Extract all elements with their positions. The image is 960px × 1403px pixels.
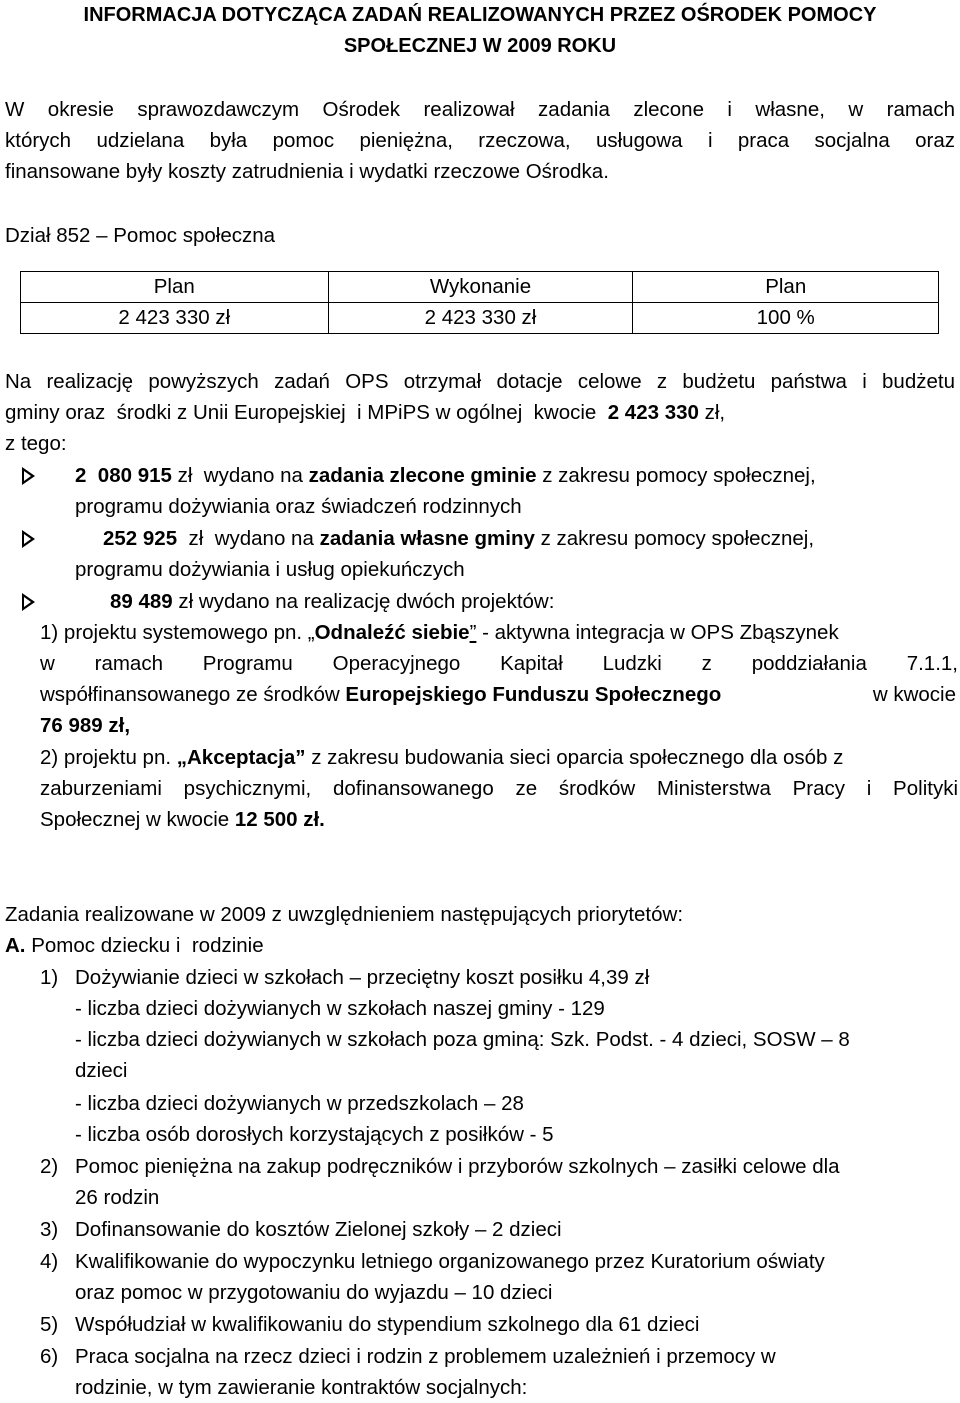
funding-line-3: z tego: — [5, 432, 67, 455]
bullet-2-amount: 252 925 — [103, 527, 178, 550]
budget-table — [20, 271, 939, 334]
item-1-sub-3: - liczba dzieci dożywianych w przedszkolach – 28 — [75, 1092, 524, 1115]
budget-header-plan-percent: Plan — [633, 272, 939, 303]
project-1-quote-open: „ — [307, 621, 315, 644]
item-3-text: Dofinansowanie do kosztów Zielonej szkoły – 2 dzieci — [75, 1218, 562, 1241]
project-1-amount: 76 989 zł, — [40, 714, 131, 737]
project-1-fund-name: Europejskiego Funduszu Społecznego — [345, 683, 722, 706]
bullet-1-amount: 2 080 915 — [75, 464, 172, 487]
budget-header-execution: Wykonanie — [328, 272, 633, 303]
arrow-bullet-icon — [22, 593, 35, 611]
budget-value-percent: 100 % — [633, 303, 939, 334]
bullet-1-text-b: z zakresu pomocy społecznej, — [536, 464, 816, 487]
project-2-line-1 — [40, 742, 843, 773]
funding-total-amount: 2 423 330 — [607, 401, 699, 424]
budget-header-plan: Plan — [21, 272, 329, 303]
funding-line-2-text: gminy oraz środki z Unii Europejskiej i MPiPS w ogólnej kwocie — [5, 401, 608, 424]
document-title-line-1: INFORMACJA DOTYCZĄCA ZADAŃ REALIZOWANYCH PRZEZ OŚRODEK POMOCY — [83, 4, 877, 26]
item-1-number: 1) — [40, 966, 59, 989]
bullet-2-line-1 — [103, 523, 814, 554]
project-1-line-2: w ramach Programu Operacyjnego Kapitał Ludzki z poddziałania 7.1.1, — [40, 652, 958, 675]
item-4-text: Kwalifikowanie do wypoczynku letniego organizowanego przez Kuratorium oświaty — [75, 1250, 825, 1273]
item-1-sub-4: - liczba osób dorosłych korzystających z posiłków - 5 — [75, 1123, 554, 1146]
intro-line-1: W okresie sprawozdawczym Ośrodek realizował zadania zlecone i własne, w ramach — [5, 98, 955, 121]
arrow-bullet-icon — [22, 467, 35, 485]
item-1-sub-1: - liczba dzieci dożywianych w szkołach naszej gminy - 129 — [75, 997, 605, 1020]
project-1-amount-label: w kwocie — [867, 683, 956, 706]
project-2-quote-open: „ — [176, 746, 187, 769]
document-title-line-2: SPOŁECZNEJ W 2009 ROKU — [343, 35, 617, 57]
funding-line-1: Na realizację powyższych zadań OPS otrzymał dotacje celowe z budżetu państwa i budżetu — [5, 370, 955, 393]
item-1-sub-2: - liczba dzieci dożywianych w szkołach poza gminą: Szk. Podst. - 4 dzieci, SOSW – 8 — [75, 1028, 850, 1051]
item-2-text: Pomoc pieniężna na zakup podręczników i przyborów szkolnych – zasiłki celowe dla — [75, 1155, 840, 1178]
project-1-line-3 — [40, 679, 958, 710]
project-1-name: Odnaleźć siebie — [314, 621, 470, 644]
budget-table-value-row — [21, 303, 939, 334]
priority-a-title: Pomoc dziecku i rodzinie — [25, 934, 264, 957]
funding-line-2-unit: zł, — [698, 401, 726, 424]
section-heading: Dział 852 – Pomoc społeczna — [5, 224, 276, 247]
priorities-intro: Zadania realizowane w 2009 z uwzględnieniem następujących priorytetów: — [5, 903, 684, 926]
item-1-sub-2-cont: dzieci — [75, 1059, 128, 1082]
item-4-cont: oraz pomoc w przygotowaniu do wyjazdu – 10 dzieci — [75, 1281, 553, 1304]
intro-line-2: których udzielana była pomoc pieniężna, rzeczowa, usługowa i praca socjalna oraz — [5, 129, 955, 152]
project-2-desc: z zakresu budowania sieci oparcia społecznego dla osób z — [305, 746, 844, 769]
budget-value-plan: 2 423 330 zł — [21, 303, 329, 334]
item-6-cont: rodzinie, w tym zawieranie kontraktów socjalnych: — [75, 1376, 528, 1399]
budget-value-execution: 2 423 330 zł — [328, 303, 633, 334]
bullet-2-line-2: programu dożywiania i usług opiekuńczych — [75, 558, 465, 581]
project-1-line-1 — [40, 617, 839, 648]
item-4-number: 4) — [40, 1250, 59, 1273]
item-5-text: Współudział w kwalifikowaniu do stypendium szkolnego dla 61 dzieci — [75, 1313, 700, 1336]
item-2-cont: 26 rodzin — [75, 1186, 160, 1209]
bullet-1-text-a: zł wydano na — [171, 464, 309, 487]
project-1-quote-close: ” — [469, 621, 477, 644]
project-2-name: Akceptacja — [187, 746, 296, 769]
project-1-cofinanced: współfinansowanego ze środków — [40, 683, 346, 706]
project-2-quote-close: ” — [295, 746, 306, 769]
item-1-text: Dożywianie dzieci w szkołach – przeciętny koszt posiłku 4,39 zł — [75, 966, 650, 989]
item-5-number: 5) — [40, 1313, 59, 1336]
bullet-2-bold: zadania własne gminy — [319, 527, 535, 550]
priority-a-heading — [5, 930, 264, 961]
item-6-text: Praca socjalna na rzecz dzieci i rodzin z problemem uzależnień i przemocy w — [75, 1345, 776, 1368]
bullet-3-line-1 — [110, 586, 554, 617]
bullet-2-text-b: z zakresu pomocy społecznej, — [534, 527, 815, 550]
item-6-number: 6) — [40, 1345, 59, 1368]
project-1-amount-line — [40, 710, 130, 741]
project-2-line-2: zaburzeniami psychicznymi, dofinansowanego ze środków Ministerstwa Pracy i Polityki — [40, 777, 958, 800]
priority-a-letter: A. — [5, 934, 26, 957]
intro-line-3: finansowane były koszty zatrudnienia i wydatki rzeczowe Ośrodka. — [5, 160, 609, 183]
project-2-intro: 2) projektu pn. — [40, 746, 177, 769]
item-3-number: 3) — [40, 1218, 59, 1241]
bullet-2-text-a: zł wydano na — [177, 527, 320, 550]
project-2-amount: 12 500 zł. — [234, 808, 325, 831]
project-2-line-3 — [40, 804, 325, 835]
project-1-desc: - aktywna integracja w OPS Zbąszynek — [476, 621, 839, 644]
bullet-3-amount: 89 489 — [110, 590, 173, 613]
bullet-1-line-2: programu dożywiania oraz świadczeń rodzinnych — [75, 495, 522, 518]
project-2-amount-label: Społecznej w kwocie — [40, 808, 235, 831]
arrow-bullet-icon — [22, 530, 35, 548]
budget-table-header-row — [21, 272, 939, 303]
bullet-1-line-1 — [75, 460, 816, 491]
item-2-number: 2) — [40, 1155, 59, 1178]
bullet-1-bold: zadania zlecone gminie — [308, 464, 537, 487]
bullet-3-text: zł wydano na realizację dwóch projektów: — [172, 590, 555, 613]
project-1-intro: 1) projektu systemowego pn. — [40, 621, 308, 644]
funding-line-2 — [5, 397, 725, 428]
